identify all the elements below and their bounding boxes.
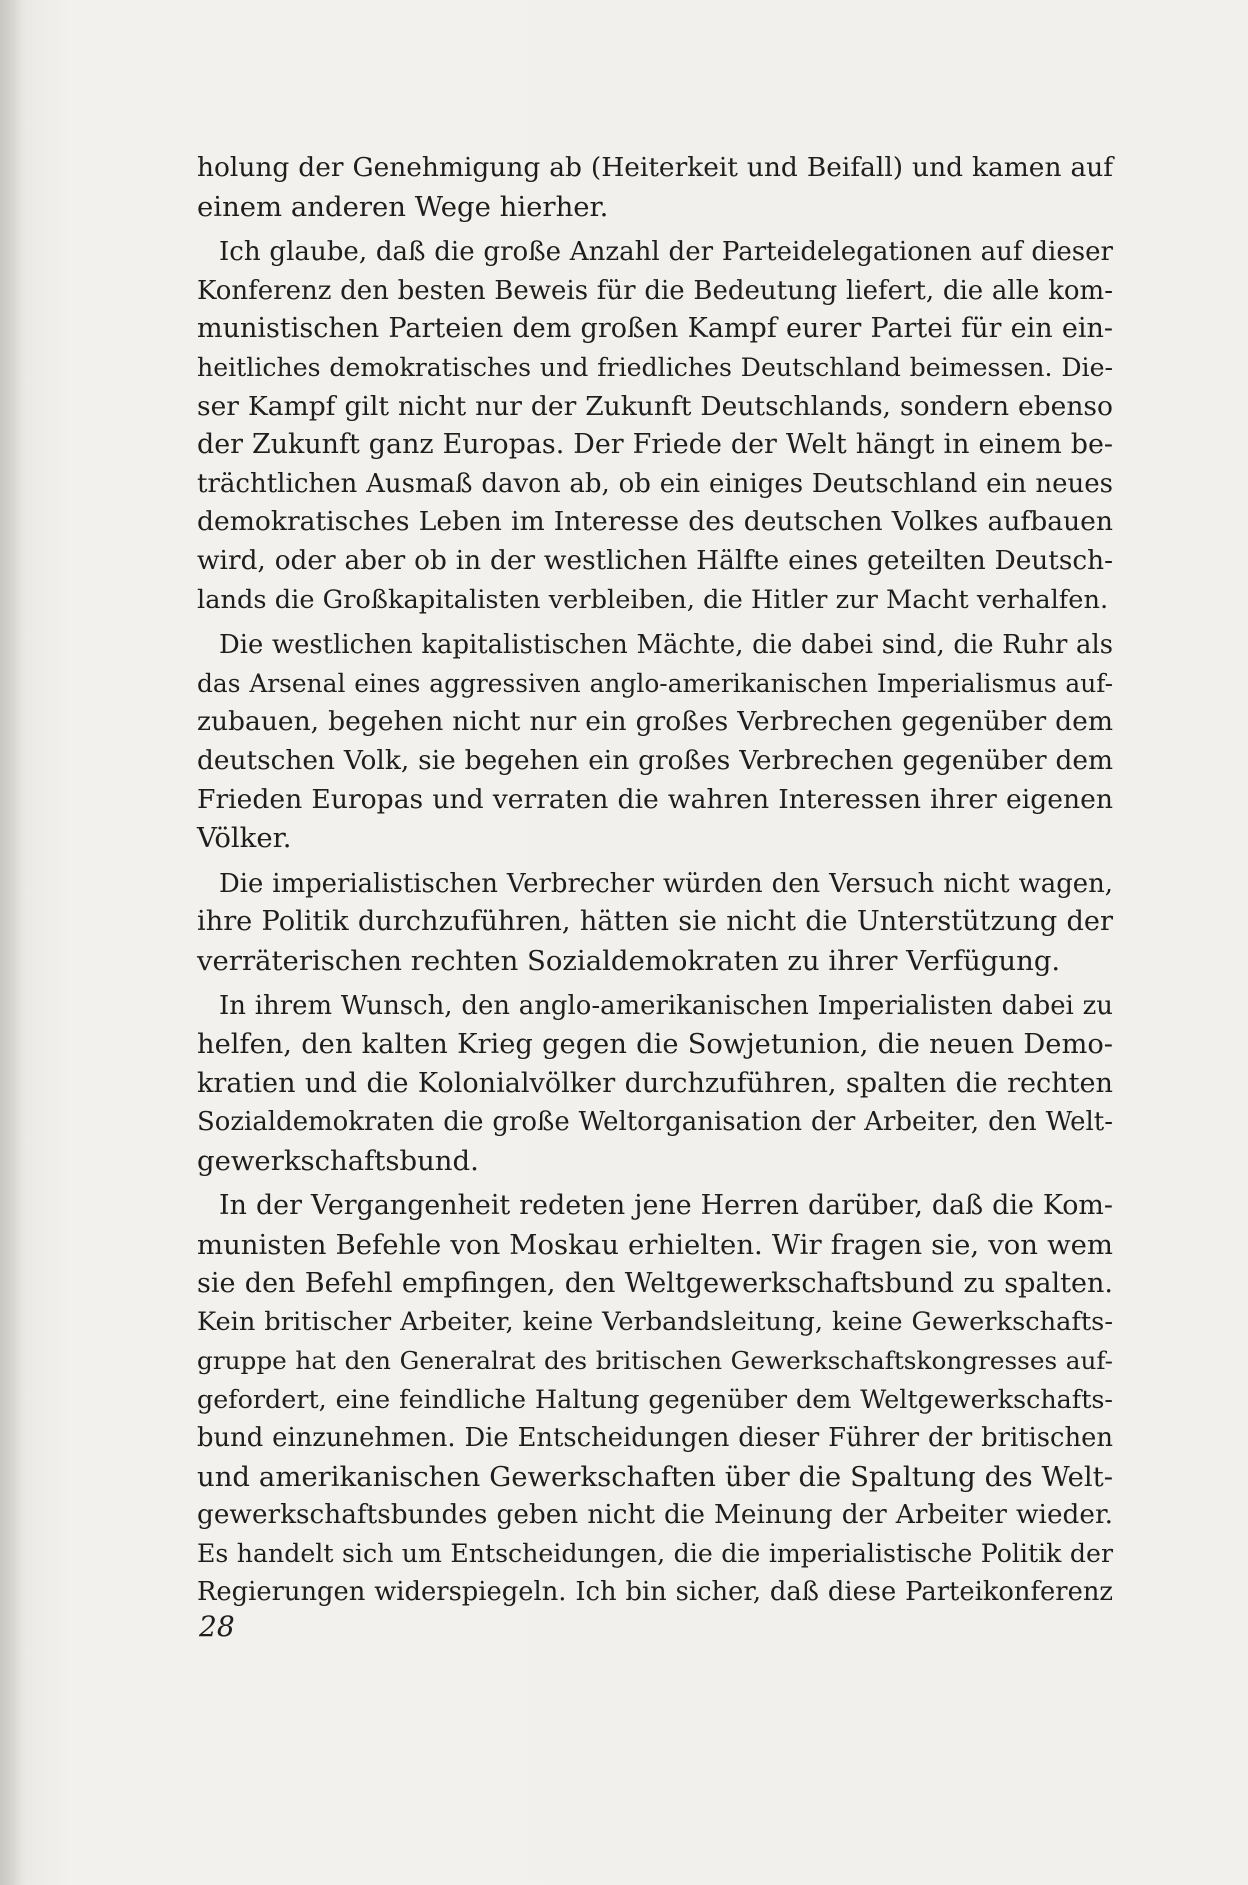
- text-line: ihre Politik durchzuführen, hätten sie nicht die Unterstützung der: [197, 906, 1113, 938]
- paragraph: [197, 865, 1113, 981]
- text-line: holung der Genehmigung ab (Heiterkeit und Beifall) und kamen auf: [197, 152, 1113, 183]
- paragraph: [197, 626, 1113, 858]
- paragraph-gap: [197, 858, 1113, 865]
- text-line: In ihrem Wunsch, den anglo-amerikanischen Imperialisten dabei zu: [219, 991, 1113, 1022]
- text-line: Kein britischer Arbeiter, keine Verbandsleitung, keine Gewerkschafts-: [197, 1307, 1113, 1338]
- body-text: [197, 149, 1113, 1612]
- text-line: In der Vergangenheit redeten jene Herren darüber, daß die Kom-: [219, 1190, 1113, 1222]
- paragraph-gap: [197, 1180, 1113, 1187]
- text-line: trächtlichen Ausmaß davon ab, ob ein einiges Deutschland ein neues: [197, 468, 1113, 499]
- text-line: zubauen, begehen nicht nur ein großes Verbrechen gegenüber dem: [197, 706, 1113, 738]
- text-line: Sozialdemokraten die große Weltorganisation der Arbeiter, den Welt-: [197, 1107, 1113, 1138]
- text-line: deutschen Volk, sie begehen ein großes Verbrechen gegenüber dem: [197, 745, 1113, 776]
- page-number: 28: [199, 1610, 235, 1643]
- text-line: lands die Großkapitalisten verbleiben, die Hitler zur Macht verhalfen.: [197, 584, 1109, 615]
- text-line: ser Kampf gilt nicht nur der Zukunft Deutschlands, sondern ebenso: [197, 390, 1113, 422]
- text-line: gewerkschaftsbund.: [197, 1144, 479, 1177]
- text-line: munisten Befehle von Moskau erhielten. Wir fragen sie, von wem: [197, 1229, 1113, 1262]
- text-line: gruppe hat den Generalrat des britischen Gewerkschaftskongresses auf-: [197, 1345, 1113, 1375]
- text-line: Konferenz den besten Beweis für die Bedeutung liefert, die alle kom-: [197, 275, 1113, 306]
- text-line: Regierungen widerspiegeln. Ich bin sicher, daß diese Parteikonferenz: [197, 1577, 1113, 1608]
- paragraph: [197, 1187, 1113, 1612]
- paragraph-gap: [197, 619, 1113, 626]
- text-line: wird, oder aber ob in der westlichen Hälfte eines geteilten Deutsch-: [197, 545, 1113, 576]
- text-line: kratien und die Kolonialvölker durchzuführen, spalten die rechten: [197, 1067, 1113, 1099]
- paragraph-gap: [197, 980, 1113, 987]
- text-line: gewerkschaftsbundes geben nicht die Meinung der Arbeiter wieder.: [197, 1500, 1113, 1531]
- text-line: einem anderen Wege hierher.: [197, 190, 609, 223]
- text-line: Ich glaube, daß die große Anzahl der Parteidelegationen auf dieser: [219, 237, 1113, 268]
- text-line: Es handelt sich um Entscheidungen, die die imperialistische Politik der: [197, 1538, 1113, 1568]
- text-line: der Zukunft ganz Europas. Der Friede der Welt hängt in einem be-: [197, 429, 1113, 461]
- text-line: helfen, den kalten Krieg gegen die Sowjetunion, die neuen Demo-: [197, 1029, 1113, 1061]
- paragraph: [197, 987, 1113, 1180]
- paragraph-gap: [197, 226, 1113, 233]
- text-line: das Arsenal eines aggressiven anglo-amerikanischen Imperialismus auf-: [197, 668, 1113, 698]
- text-line: Frieden Europas und verraten die wahren Interessen ihrer eigenen: [197, 783, 1113, 815]
- paragraph: [197, 149, 1113, 226]
- text-line: Die westlichen kapitalistischen Mächte, die dabei sind, die Ruhr als: [219, 630, 1113, 661]
- text-line: bund einzunehmen. Die Entscheidungen dieser Führer der britischen: [197, 1423, 1113, 1453]
- text-line: und amerikanischen Gewerkschaften über die Spaltung des Welt-: [197, 1460, 1113, 1493]
- text-line: munistischen Parteien dem großen Kampf eurer Partei für ein ein-: [197, 313, 1113, 345]
- text-line: gefordert, eine feindliche Haltung gegenüber dem Weltgewerkschafts-: [197, 1384, 1113, 1415]
- text-line: sie den Befehl empfingen, den Weltgewerkschaftsbund zu spalten.: [197, 1267, 1113, 1299]
- paragraph: [197, 233, 1113, 619]
- text-line: heitliches demokratisches und friedliches Deutschland beimessen. Die-: [197, 352, 1113, 382]
- text-line: Die imperialistischen Verbrecher würden den Versuch nicht wagen,: [219, 868, 1113, 899]
- text-line: verräterischen rechten Sozialdemokraten zu ihrer Verfügung.: [197, 944, 1061, 977]
- text-line: Völker.: [197, 822, 292, 855]
- text-line: demokratisches Leben im Interesse des deutschen Volkes aufbauen: [197, 506, 1113, 538]
